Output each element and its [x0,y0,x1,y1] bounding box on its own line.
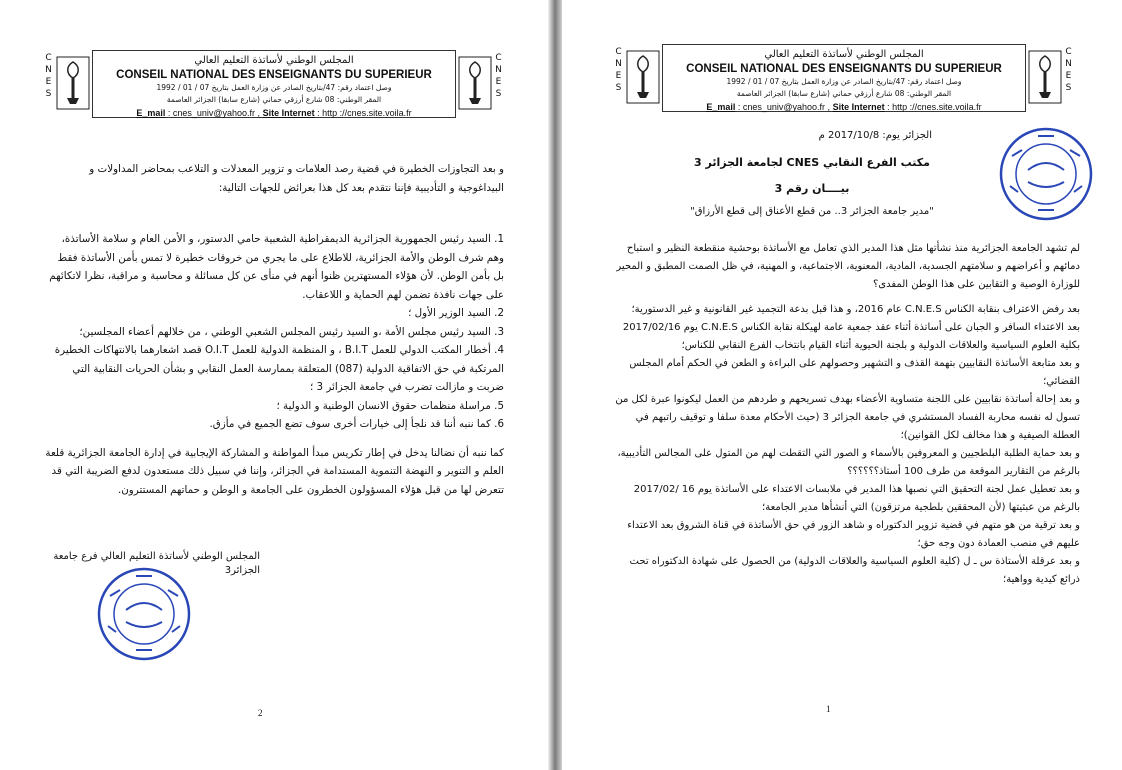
date-line: الجزائر يوم: 2017/10/8 م [818,130,932,141]
cnes-emblem-icon [458,56,492,110]
letterhead-contact [663,102,1025,112]
cnes-emblem-icon [626,50,660,104]
grievance-item: و بعد عرقلة الأستاذة س ـ ل (كلية العلوم السياسية والعلاقات الدولية) من الحصول على شهادة الدكتوراه تحت ذرائع كيدية وواهية؛ [629,556,1080,585]
email-value: : cnes_univ@yahoo.fr , [167,108,261,118]
letterhead-address-line: المقر الوطني: 08 شارع أرزقي حماني (شارع سابقا) الجزائر العاصمة [736,89,952,98]
document-page-2 [0,0,548,770]
letterhead-contact [93,108,455,118]
grievance-item: و بعد تعطيل عمل لجنة التحقيق التي نصبها هذا المدير في ملابسات الاعتداء على الأساتذة يوم 16 /2017/02 بالرغم من عبثيتها (لأن المحققين بلطجية مرتزقون) التي أنشأها مدير الجامعة؛ [633,484,1080,513]
cnes-emblem-icon [1028,50,1062,104]
intro-paragraph: و بعد التجاوزات الخطيرة في قضية رصد العلامات و تزوير المعدلات و التلاعب بمحاضر المداولات و البيداغوجية و التأديبية فإننا نتقدم بعد كل هذا بعرائض للجهات التالية: [89,163,504,194]
page-gutter [548,0,562,770]
letterhead-frame [662,44,1026,112]
statement-subtitle: "مدير جامعة الجزائر 3.. من قطع الأعناق إلى قطع الأرزاق" [690,206,934,217]
statement-number: بيــــان رقم 3 [774,182,850,195]
email-label: E_mail [706,102,736,112]
cnes-vertical-label: C N E S [1065,47,1073,93]
grievance-item: بعد الاعتداء السافر و الجبان على أساتذة أثناء عقد جمعية عامة لهيكلة نقابة الكناس C.N.E.S يوم 2017/02/16 بكلية العلوم السياسية والعلاقات الدولية و بلجنة الحيوية أثناء القيام بانتخاب الفرع النقابي للكناس؛ [622,322,1080,351]
letterhead-approval-line: وصل اعتماد رقم: 47/بتاريخ الصادر عن وزارة العمل بتاريخ 07 / 01 / 1992 [726,77,962,86]
letterhead-title: CONSEIL NATIONAL DES ENSEIGNANTS DU SUPERIEUR [686,63,1002,75]
site-label: Site Internet [832,102,885,112]
page-number: 2 [258,708,263,718]
recipient-item: 6. كما ننبه أننا قد نلجأ إلى خيارات أخرى سوف تضع الجميع في مأزق. [209,418,504,430]
grievance-item: و بعد ترقية من هو متهم في قضية تزوير الدكتوراه و شاهد الزور في حق الأساتذة في قناة الشروق بعد الاعتداء عليهم في منصب العمادة دون وجه حق؛ [627,520,1080,549]
page-1-body [610,240,1080,589]
recipient-item: 5. مراسلة منظمات حقوق الانسان الوطنية و الدولية ؛ [276,399,504,412]
grievance-item: و بعد حماية الطلبة البلطجيين و المعروفين بالأسماء و الصور التي التقطت لهم من المتول على المجالس التأديبية، بالرغم من التقارير الموقعة من طرف 100 أستاذ؟؟؟؟؟؟ [617,448,1080,477]
site-label: Site Internet [262,108,315,118]
cnes-vertical-label: C N E S [615,47,623,93]
site-value: : http ://cnes.site.voila.fr [887,102,982,112]
page-2-body [44,160,504,506]
letterhead-frame [92,50,456,118]
email-label: E_mail [136,108,166,118]
office-heading: مكتب الفرع النقابي CNES لجامعة الجزائر 3 [694,156,930,169]
recipient-item: 3. السيد رئيس مجلس الأمة ،و السيد رئيس المجلس الشعبي الوطني ، من خلالهم أعضاء المجلسين؛ [79,325,504,338]
official-stamp-icon [96,566,192,662]
page-number: 1 [826,704,831,714]
letterhead [610,36,1078,126]
official-stamp-icon [998,126,1094,222]
grievance-item: و بعد متابعة الأساتذة النقابيين بتهمة القذف و التشهير وحصولهم على البراءة و الطعن في الحكم أمام المجلس القضائي؛ [629,358,1080,387]
grievance-item: و بعد إحالة أساتذة نقابيين على اللجنة متساوية الأعضاء بهدف تسريحهم و طردهم من العمل ليكونوا عبرة لكل من تسول له نفسه محاربة الفساد المستشري في جامعة الجزائر 3 (حيث الأحكام معدة سلفا و توقيف راتبهم في العطلة الصيفية و هذا مخالف لكل القوانين)؛ [615,394,1080,441]
letterhead-title: CONSEIL NATIONAL DES ENSEIGNANTS DU SUPERIEUR [116,69,432,81]
closing-paragraph: كما ننبه أن نضالنا يدخل في إطار تكريس مبدأ المواطنة و المشاركة الإيجابية في إدارة الجامعة الجزائرية قلعة العلم و التنوير و النهضة التنموية المستدامة في الجزائر، وإننا في سبيل ذلك مستعدون لدفع الضريبة التي قد تتعرض لها من قبل هؤلاء المسؤولون الخطرون على الجامعة و الوطن و حماتهم المستترون. [45,446,504,496]
signature-line: المجلس الوطني لأساتذة التعليم العالي فرع جامعة الجزائر3 [53,551,260,576]
recipient-item: 2. السيد الوزير الأول ؛ [408,307,504,319]
cnes-vertical-label: C N E S [495,53,503,99]
intro-paragraph: لم تشهد الجامعة الجزائرية منذ نشأتها مثل هذا المدير الذي تعامل مع الأساتذة بوحشية منقطعة النظير و استباح دمائهم و أعراضهم و سلامتهم الجسدية، المادية، المعنوية، الاجتماعية، و المهنية، في ظل الصمت المطبق و المحير للوزارة الوصية و التقابين على هذا الوطن المفدى؟ [616,243,1080,290]
grievance-item: بعد رفض الاعتراف بنقابة الكناس C.N.E.S عام 2016، و هذا قبل بدعة التجميد غير القانونية و غير الدستورية؛ [631,304,1080,315]
letterhead-address-line: المقر الوطني: 08 شارع أرزقي حماني (شارع سابقا) الجزائر العاصمة [166,95,382,104]
recipient-item: 4. أخطار المكتب الدولي للعمل B.I.T ، و المنظمة الدولية للعمل O.I.T قصد اشعارهما بالانتهاكات الخطيرة المرتكبة في حق الاتفاقية الدولية (087) المتعلقة بممارسة العمل النقابي و بشأن الحريات النقابية التي ضربت و مازالت تضرب في جامعة الجزائر 3 ؛ [54,344,504,393]
letterhead-arabic-title: المجلس الوطني لأساتذة التعليم العالي [764,49,924,60]
letterhead [40,42,508,132]
recipient-item: 1. السيد رئيس الجمهورية الجزائرية الديمقراطية الشعبية حامي الدستور، و الأمن العام و سلامة الأساتذة، وهم شرف الوطن والأمة الجزائرية، للاطلاع على ما يجري من خروقات خطيرة لا تمس بأمن الأساتذة فقط بل بأمن الوطن. لأن هؤلاء المستهترين ظنوا أنهم في منأى عن كل مسائلة و محاسبة و مراقبة، نظرا لاتكائهم على جهات نافذة تضمن لهم الحماية و اللاعقاب. [49,233,504,301]
site-value: : http ://cnes.site.voila.fr [317,108,412,118]
document-page-1 [562,0,1122,770]
email-value: : cnes_univ@yahoo.fr , [737,102,831,112]
cnes-emblem-icon [56,56,90,110]
letterhead-arabic-title: المجلس الوطني لأساتذة التعليم العالي [194,55,354,66]
cnes-vertical-label: C N E S [45,53,53,99]
letterhead-approval-line: وصل اعتماد رقم: 47/بتاريخ الصادر عن وزارة العمل بتاريخ 07 / 01 / 1992 [156,83,392,92]
